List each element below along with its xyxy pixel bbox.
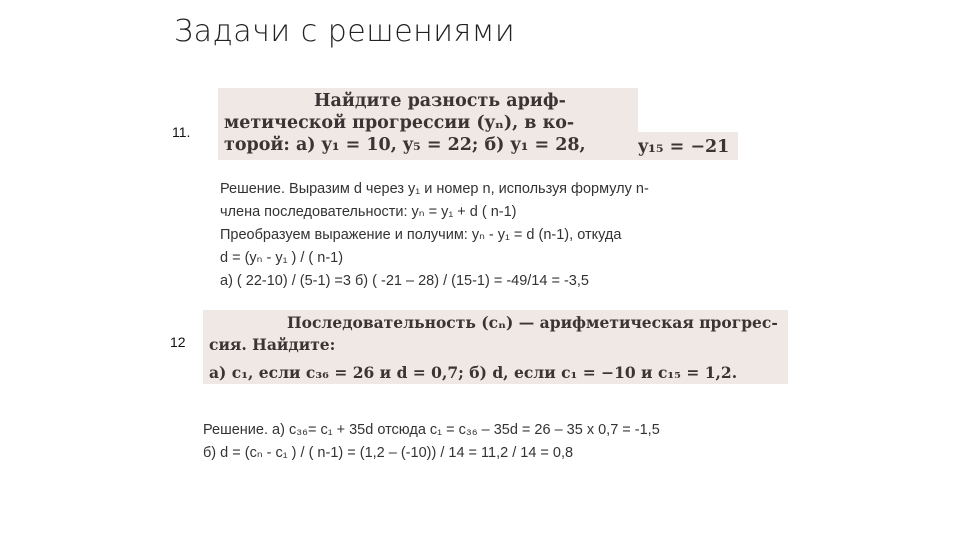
slide-title: Задачи с решениями — [174, 14, 516, 49]
problem-11-task-line-1: Найдите разность ариф- — [314, 91, 566, 111]
solution-line: d = (yₙ - y₁ ) / ( n-1) — [220, 250, 344, 266]
problem-11-solution — [220, 178, 649, 293]
solution-line: Решение. а) c₃₆= c₁ + 35d отсюда c₁ = c₃₆ – 35d = 26 – 35 х 0,7 = -1,5 — [203, 422, 660, 438]
problem-12-task-line-1: Последовательность (cₙ) — арифметическая прогрес- — [287, 313, 778, 332]
solution-line: а) ( 22-10) / (5-1) =3 б) ( -21 – 28) / (15-1) = -49/14 = -3,5 — [220, 273, 589, 289]
problem-11-task-line-3: торой: а) y₁ = 10, y₅ = 22; б) y₁ = 28, — [224, 135, 586, 155]
problem-12-number: 12 — [170, 334, 186, 350]
problem-12-solution — [203, 419, 660, 465]
problem-11-scan — [218, 88, 638, 160]
problem-11-task-line-2: метической прогрессии (yₙ), в ко- — [224, 113, 575, 133]
problem-11-task-tail: y₁₅ = −21 — [638, 132, 738, 160]
problem-12-scan — [203, 310, 788, 384]
solution-line: б) d = (cₙ - c₁ ) / ( n-1) = (1,2 – (-10)) / 14 = 11,2 / 14 = 0,8 — [203, 445, 574, 461]
solution-line: члена последовательности: yₙ = y₁ + d ( n-1) — [220, 204, 517, 220]
problem-12-task-line-2: сия. Найдите: — [209, 335, 336, 354]
solution-line: Решение. Выразим d через y₁ и номер n, используя формулу n- — [220, 181, 649, 197]
problem-11-number: 11. — [172, 124, 191, 140]
problem-12-task-line-3: а) c₁, если c₃₆ = 26 и d = 0,7; б) d, если c₁ = −10 и c₁₅ = 1,2. — [209, 363, 738, 382]
solution-line: Преобразуем выражение и получим: yₙ - y₁ = d (n-1), откуда — [220, 227, 622, 243]
